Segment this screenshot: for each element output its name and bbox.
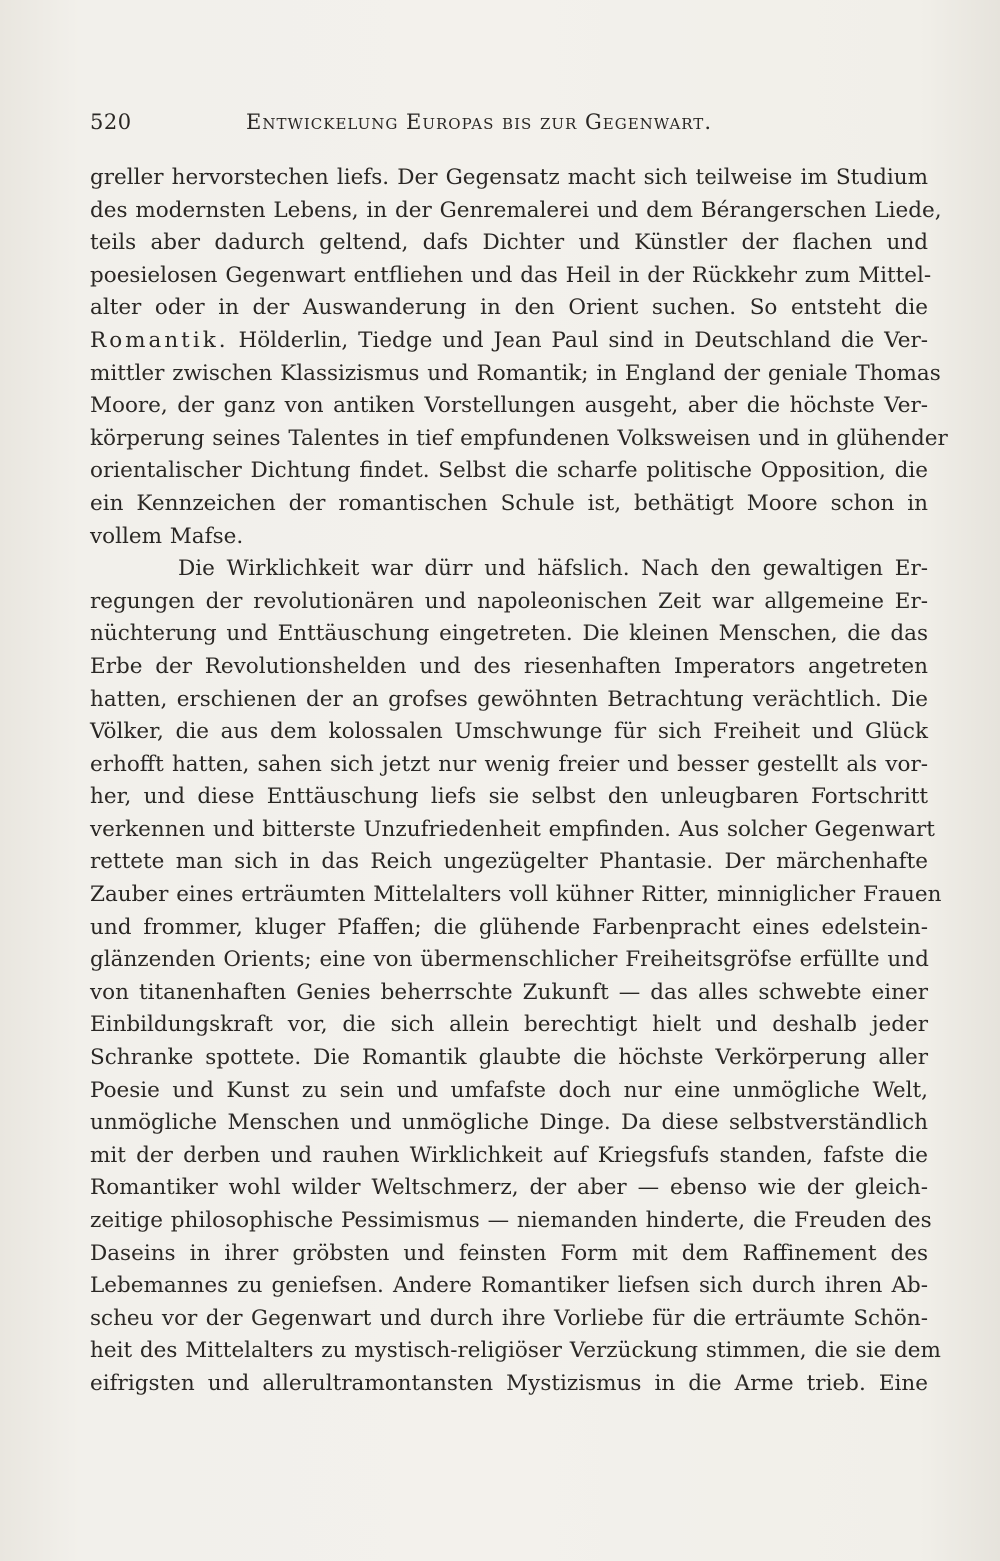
text-line: mittler zwischen Klassizismus und Romantik; in England der geniale Thomas: [90, 360, 941, 386]
text-line: Lebemannes zu geniefsen. Andere Romantiker liefsen sich durch ihren Ab-: [90, 1273, 928, 1299]
text-line: Die Wirklichkeit war dürr und häfslich. Nach den gewaltigen Er-: [178, 556, 928, 582]
text-line: und frommer, kluger Pfaffen; die glühende Farbenpracht eines edelstein-: [90, 914, 928, 940]
text-line: Erbe der Revolutionshelden und des riesenhaften Imperators angetreten: [90, 653, 928, 679]
text-line: orientalischer Dichtung findet. Selbst die scharfe politische Opposition, die: [90, 458, 928, 484]
text-line: alter oder in der Auswanderung in den Orient suchen. So entsteht die: [90, 295, 928, 321]
running-head: Entwickelung Europas bis zur Gegenwart.: [246, 110, 712, 134]
text-line: verkennen und bitterste Unzufriedenheit empfinden. Aus solcher Gegenwart: [90, 816, 935, 842]
text-line: teils aber dadurch geltend, dafs Dichter und Künstler der flachen und: [90, 230, 928, 256]
text-line: ein Kennzeichen der romantischen Schule ist, bethätigt Moore schon in: [90, 490, 928, 516]
text-line: vollem Mafse.: [90, 523, 244, 549]
text-line: scheu vor der Gegenwart und durch ihre Vorliebe für die erträumte Schön-: [90, 1305, 928, 1331]
text-line: zeitige philosophische Pessimismus — niemanden hinderte, die Freuden des: [90, 1208, 932, 1233]
text-line: mit der derben und rauhen Wirklichkeit auf Kriegsfufs standen, fafste die: [90, 1142, 928, 1168]
page-number: 520: [90, 110, 132, 134]
text-line: nüchterung und Enttäuschung eingetreten. Die kleinen Menschen, die das: [90, 621, 928, 647]
text-line: Völker, die aus dem kolossalen Umschwunge für sich Freiheit und Glück: [90, 719, 928, 745]
text-line: Daseins in ihrer gröbsten und feinsten Form mit dem Raffinement des: [90, 1240, 928, 1266]
text-line: eifrigsten und allerultramontansten Mystizismus in die Arme trieb. Eine: [90, 1370, 928, 1396]
text-line: Einbildungskraft vor, die sich allein berechtigt hielt und deshalb jeder: [90, 1012, 928, 1038]
text-line: Moore, der ganz von antiken Vorstellungen ausgeht, aber die höchste Ver-: [90, 393, 928, 419]
text-line: erhofft hatten, sahen sich jetzt nur wenig freier und besser gestellt als vor-: [90, 751, 928, 777]
text-line: heit des Mittelalters zu mystisch-religiöser Verzückung stimmen, die sie dem: [90, 1338, 941, 1364]
text-line: glänzenden Orients; eine von übermenschlicher Freiheitsgröfse erfüllte und: [90, 947, 929, 973]
text-line: Romantiker wohl wilder Weltschmerz, der aber — ebenso wie der gleich-: [90, 1175, 928, 1201]
text-line: unmögliche Menschen und unmögliche Dinge. Da diese selbstverständlich: [90, 1110, 928, 1136]
text-line: rettete man sich in das Reich ungezügelter Phantasie. Der märchenhafte: [90, 849, 928, 875]
text-line: greller hervorstechen liefs. Der Gegensatz macht sich teilweise im Studium: [90, 165, 928, 190]
text-line: des modernsten Lebens, in der Genremalerei und dem Bérangerschen Liede,: [90, 197, 942, 223]
body-text: [90, 162, 948, 1401]
text-line: poesielosen Gegenwart entfliehen und das Heil in der Rückkehr zum Mittel-: [90, 262, 932, 288]
text-line: Poesie und Kunst zu sein und umfafste doch nur eine unmögliche Welt,: [90, 1077, 928, 1103]
text-line: von titanenhaften Genies beherrschte Zukunft — das alles schwebte einer: [90, 979, 928, 1005]
text-line: hatten, erschienen der an grofses gewöhnten Betrachtung verächtlich. Die: [90, 686, 928, 712]
text-line: Schranke spottete. Die Romantik glaubte die höchste Verkörperung aller: [90, 1045, 928, 1071]
text-line: regungen der revolutionären und napoleonischen Zeit war allgemeine Er-: [90, 588, 928, 614]
emphasis-romantik: Romantik.: [90, 327, 229, 353]
text-line-rest: Hölderlin, Tiedge und Jean Paul sind in Deutschland die Ver-: [238, 327, 928, 353]
text-line: Zauber eines erträumten Mittelalters voll kühner Ritter, minniglicher Frauen: [90, 882, 942, 908]
text-line: körperung seines Talentes in tief empfundenen Volksweisen und in glühender: [90, 425, 948, 451]
page-header: [90, 110, 920, 144]
text-line-with-emphasis: [90, 325, 928, 358]
text-line: her, und diese Enttäuschung liefs sie selbst den unleugbaren Fortschritt: [90, 784, 928, 810]
